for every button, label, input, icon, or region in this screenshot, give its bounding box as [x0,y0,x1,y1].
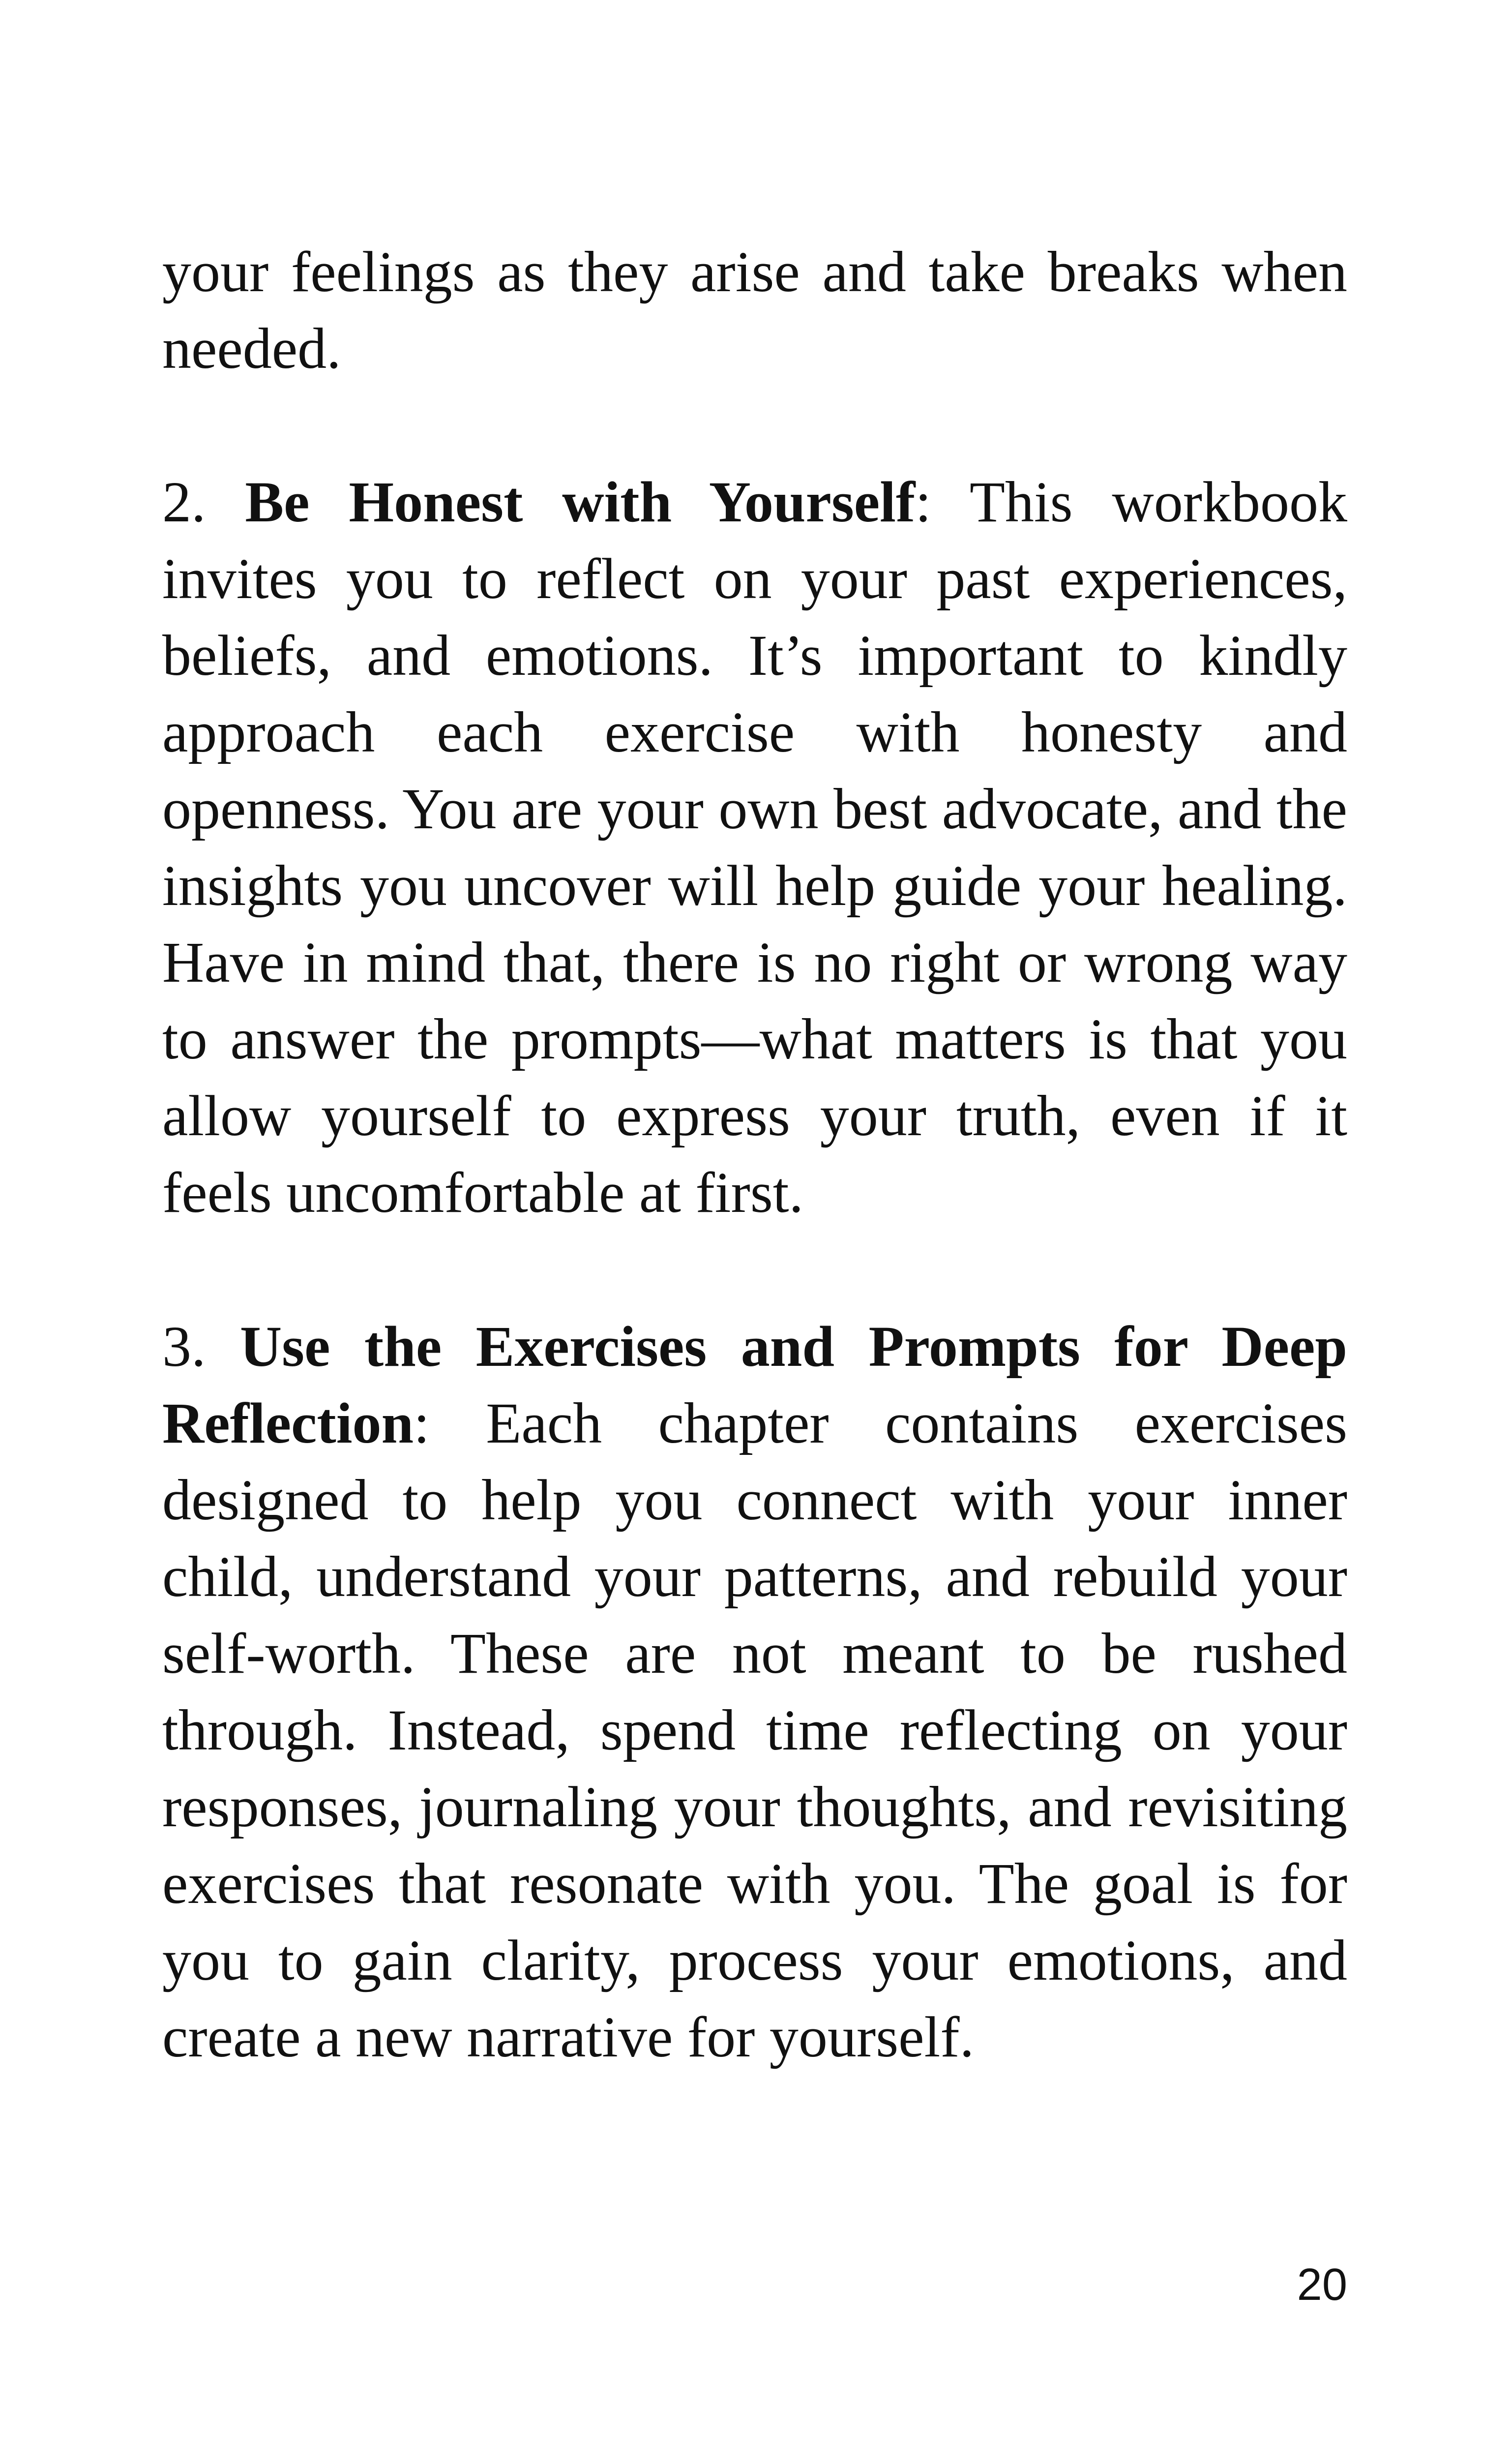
list-item-be-honest [162,464,1347,1231]
paragraph-2 [162,464,1347,1231]
continued-text: your feelings as they arise and take breaks when needed. [162,240,1347,381]
item-heading: Use the Exercises and Prompts for Deep Reflection [162,1314,1347,1455]
item-separator: : [414,1391,430,1455]
item-body: Each chapter contains exercises designed to help you connect with your inner child, understand your patterns, and rebuild your self-worth. These are not meant to be rushed through. Instead, spend time reflecting on your responses, journaling your thoughts, and revisiting exercises that resonate with you. The goal is for you to gain clarity, process your emotions, and create a new narrative for yourself. [162,1391,1348,2069]
page-number: 20 [1297,2260,1347,2310]
item-body: This workbook invites you to reflect on your past experiences, beliefs, and emotions. It’s important to kindly approach each exercise with honesty and openness. You are your own best advocate, and the insights you uncover will help guide your healing. Have in mind that, there is no right or wrong way to answer the prompts—what matters is that you allow yourself to express your truth, even if it feels uncomfortable at first. [162,470,1348,1225]
list-item-use-exercises [162,1308,1347,2076]
item-number: 2. [162,470,206,534]
continued-paragraph [162,234,1347,387]
item-heading: Be Honest with Yourself [245,470,916,534]
item-separator: : [915,470,932,534]
item-number: 3. [162,1314,206,1379]
paragraph-3 [162,1308,1347,2076]
